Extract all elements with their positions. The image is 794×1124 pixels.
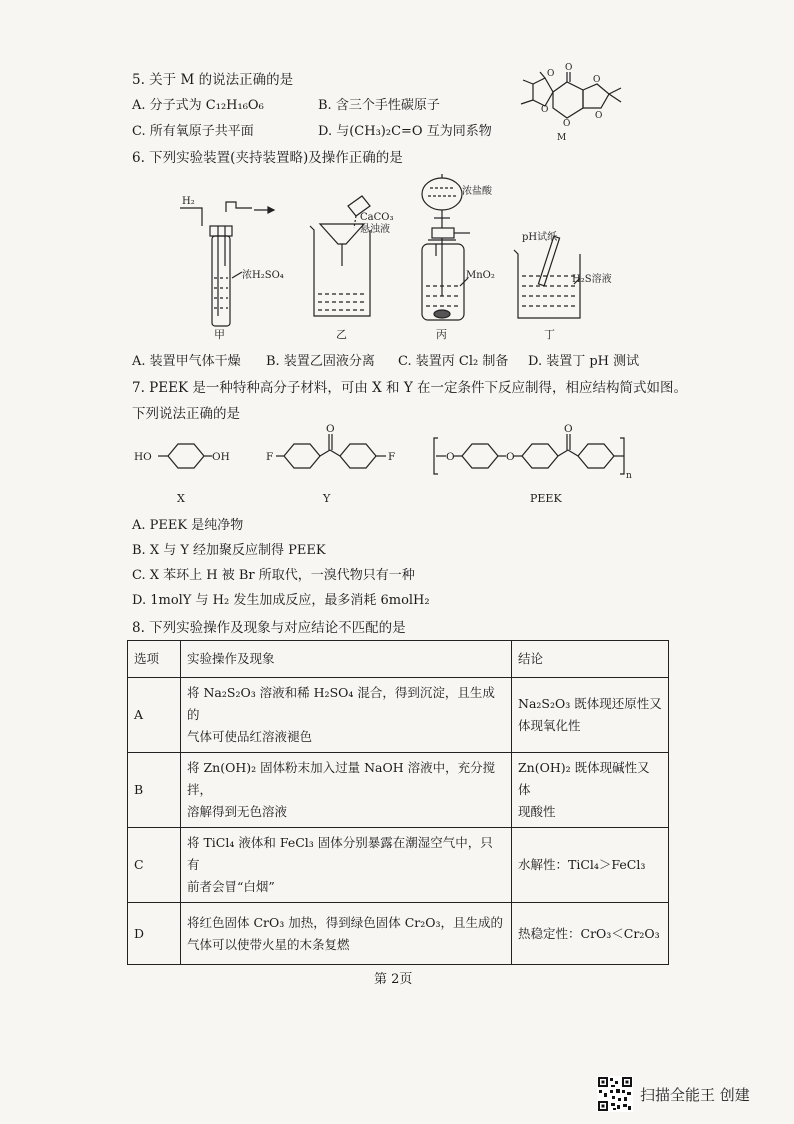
row-operation bbox=[181, 828, 512, 903]
q8-table-header bbox=[128, 641, 669, 678]
svg-text:O: O bbox=[541, 105, 549, 115]
q6-option-c: C. 装置丙 Cl₂ 制备 bbox=[398, 354, 509, 369]
row-option: D bbox=[128, 903, 181, 965]
q7-option-b: B. X 与 Y 经加聚反应制得 PEEK bbox=[132, 543, 326, 558]
svg-text:O: O bbox=[565, 63, 573, 73]
apparatus-jia bbox=[180, 202, 274, 326]
row-operation-line1: 将红色固体 CrO₃ 加热，得到绿色固体 Cr₂O₃，且生成的 bbox=[187, 914, 504, 930]
structure-x bbox=[158, 444, 212, 468]
row-conclusion-line1: 水解性：TiCl₄＞FeCl₃ bbox=[518, 857, 646, 872]
q8-table bbox=[127, 640, 669, 965]
q7-title-line1: 7. PEEK 是一种特种高分子材料，可由 X 和 Y 在一定条件下反应制得，相应结构简式如图。 bbox=[132, 380, 688, 396]
row-conclusion-line2: 现酸性 bbox=[518, 804, 556, 819]
jia-label: 甲 bbox=[214, 328, 225, 341]
row-conclusion-line1: Na₂S₂O₃ 既体现还原性又 bbox=[518, 696, 662, 711]
row-operation bbox=[181, 753, 512, 828]
bing-reagent-top: 浓盐酸 bbox=[462, 186, 492, 197]
structure-y bbox=[276, 434, 386, 468]
row-option: B bbox=[128, 753, 181, 828]
y-right-group: F bbox=[388, 451, 396, 463]
row-operation bbox=[181, 678, 512, 753]
q5-title: 5. 关于 M 的说法正确的是 bbox=[132, 72, 294, 88]
table-row bbox=[128, 678, 669, 753]
svg-text:O: O bbox=[595, 111, 603, 121]
header-option: 选项 bbox=[128, 641, 181, 678]
q5-option-b: B. 含三个手性碳原子 bbox=[318, 98, 440, 113]
page-number: 第 2页 bbox=[374, 972, 413, 987]
x-right-group: OH bbox=[212, 451, 230, 463]
q6-apparatus-diagram bbox=[170, 166, 650, 346]
structure-m bbox=[505, 62, 635, 144]
yi-reagent-line1: CaCO₃ bbox=[360, 212, 394, 223]
row-conclusion-line1: Zn(OH)₂ 既体现碱性又体 bbox=[518, 760, 650, 797]
q6-option-b: B. 装置乙固液分离 bbox=[266, 354, 375, 369]
row-operation-line2: 气体可以使带火星的木条复燃 bbox=[187, 936, 350, 952]
q8-title: 8. 下列实验操作及现象与对应结论不匹配的是 bbox=[132, 620, 406, 636]
y-carbonyl-o: O bbox=[326, 423, 335, 435]
peek-o1: O bbox=[446, 451, 455, 463]
bing-reagent-solid: MnO₂ bbox=[466, 270, 495, 281]
bing-label: 丙 bbox=[436, 328, 447, 341]
peek-o2: O bbox=[506, 451, 515, 463]
yi-label: 乙 bbox=[336, 328, 347, 341]
q5-option-c: C. 所有氧原子共平面 bbox=[132, 124, 254, 139]
q6-option-d: D. 装置丁 pH 测试 bbox=[528, 354, 640, 369]
row-conclusion-line2: 体现氧化性 bbox=[518, 718, 581, 733]
row-operation-line2: 前者会冒“白烟” bbox=[187, 879, 275, 894]
q7-option-a: A. PEEK 是纯净物 bbox=[132, 518, 244, 533]
row-conclusion bbox=[512, 753, 669, 828]
qr-code-icon bbox=[597, 1076, 633, 1112]
q7-structures-diagram bbox=[130, 420, 650, 510]
structure-m-label: M bbox=[557, 133, 567, 143]
header-operation: 实验操作及现象 bbox=[181, 641, 512, 678]
table-row bbox=[128, 753, 669, 828]
q7-option-d: D. 1molY 与 H₂ 发生加成反应，最多消耗 6molH₂ bbox=[132, 593, 430, 608]
y-label: Y bbox=[323, 492, 331, 505]
q5-option-d: D. 与(CH₃)₂C=O 互为同系物 bbox=[318, 124, 492, 139]
row-conclusion bbox=[512, 903, 669, 965]
peek-label: PEEK bbox=[530, 492, 562, 505]
ding-label: 丁 bbox=[544, 328, 555, 341]
jia-reagent-label: 浓H₂SO₄ bbox=[242, 270, 284, 281]
q7-option-c: C. X 苯环上 H 被 Br 所取代，一溴代物只有一种 bbox=[132, 568, 415, 583]
row-conclusion bbox=[512, 678, 669, 753]
peek-subscript-n: n bbox=[626, 471, 632, 481]
row-conclusion bbox=[512, 828, 669, 903]
row-option: A bbox=[128, 678, 181, 753]
row-operation-line1: 将 TiCl₄ 液体和 FeCl₃ 固体分别暴露在潮湿空气中，只有 bbox=[187, 835, 493, 872]
q5-option-a: A. 分子式为 C₁₂H₁₆O₆ bbox=[132, 98, 264, 113]
peek-carbonyl-o: O bbox=[564, 423, 573, 435]
svg-text:O: O bbox=[563, 119, 571, 129]
svg-text:O: O bbox=[547, 69, 555, 79]
x-label: X bbox=[177, 492, 185, 505]
x-left-group: HO bbox=[134, 451, 152, 463]
header-conclusion: 结论 bbox=[512, 641, 669, 678]
table-row bbox=[128, 903, 669, 965]
y-left-group: F bbox=[266, 451, 274, 463]
yi-reagent-line2: 悬浊液 bbox=[360, 224, 390, 235]
row-operation-line2: 气体可使品红溶液褪色 bbox=[187, 729, 313, 744]
ding-solution-label: H₂S溶液 bbox=[572, 274, 612, 285]
row-option: C bbox=[128, 828, 181, 903]
row-operation-line2: 溶解得到无色溶液 bbox=[187, 804, 288, 819]
row-conclusion-line1: 热稳定性：CrO₃＜Cr₂O₃ bbox=[518, 925, 660, 941]
structure-peek bbox=[434, 434, 624, 474]
ding-paper-label: pH试纸 bbox=[522, 232, 558, 243]
apparatus-ding bbox=[514, 236, 580, 318]
jia-gas-label: H₂ bbox=[182, 196, 195, 207]
row-operation-line1: 将 Zn(OH)₂ 固体粉末加入过量 NaOH 溶液中，充分搅拌， bbox=[187, 760, 496, 797]
row-operation bbox=[181, 903, 512, 965]
q6-title: 6. 下列实验装置(夹持装置略)及操作正确的是 bbox=[132, 150, 403, 166]
row-operation-line1: 将 Na₂S₂O₃ 溶液和稀 H₂SO₄ 混合，得到沉淀，且生成的 bbox=[187, 685, 495, 722]
table-row bbox=[128, 828, 669, 903]
q7-title-line2: 下列说法正确的是 bbox=[132, 406, 240, 422]
q6-option-a: A. 装置甲气体干燥 bbox=[132, 354, 241, 369]
scanner-watermark: 扫描全能王 创建 bbox=[640, 1086, 750, 1104]
svg-text:O: O bbox=[593, 75, 601, 85]
